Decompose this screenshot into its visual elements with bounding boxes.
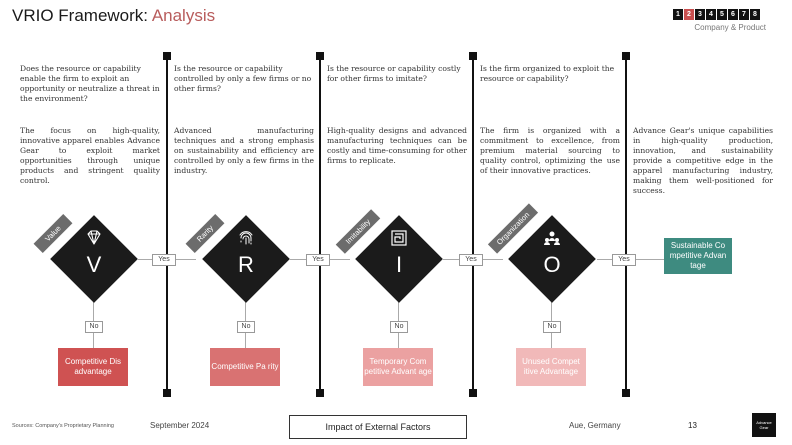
page-title — [12, 6, 215, 26]
footer-source: Sources: Company's Proprietary Planning — [12, 423, 114, 429]
maze-icon — [389, 228, 409, 248]
outcome-value-box: Competitive Dis advantage — [58, 348, 128, 386]
answer-imitability: High-quality designs and advanced manufacturing techniques can be costly and time-consuming for other firms to replicate. — [327, 126, 467, 165]
no-label: No — [390, 321, 408, 333]
answer-organization: The firm is organized with a commitment to excellence, from premium material sourcing to quality control, optimizing the use of their innovative practices. — [480, 126, 620, 175]
question-organization: Is the firm organized to exploit the resource or capability? — [480, 64, 615, 83]
outcome-organization-box: Unused Compet itive Advantage — [516, 348, 586, 386]
organization-tag: Organization — [488, 203, 538, 253]
no-label: No — [543, 321, 561, 333]
yes-label: Yes — [612, 254, 636, 266]
footer-center-box: Impact of External Factors — [289, 415, 467, 439]
section-label: Company & Product — [694, 23, 766, 32]
answer-rarity: Advanced manufacturing techniques and a strong emphasis on sustainability and efficiency are controlled by only a few firms in the industry. — [174, 126, 314, 175]
question-value: Does the resource or capability enable the firm to exploit an opportunity or neutralize a threat in the environment? — [20, 64, 160, 103]
team-icon — [542, 228, 562, 248]
footer-page-number: 13 — [688, 421, 697, 430]
rarity-letter: R — [238, 252, 254, 277]
yes-label: Yes — [152, 254, 176, 266]
organization-letter: O — [543, 252, 561, 277]
no-label: No — [85, 321, 103, 333]
imitability-tag: Imitability — [336, 209, 381, 254]
page-number-7[interactable]: 7 — [739, 9, 749, 20]
imitability-letter: I — [395, 252, 403, 277]
page-number-3[interactable]: 3 — [695, 9, 705, 20]
page-number-8[interactable]: 8 — [750, 9, 760, 20]
footer-date: September 2024 — [150, 421, 210, 430]
page-number-5[interactable]: 5 — [717, 9, 727, 20]
answer-conclusion: Advance Gear's unique capabilities in high-quality production, innovation, and sustainability provide a competitive edge in the apparel manufacturing industry, making them well-positioned for success. — [633, 126, 773, 195]
title-accent: Analysis — [151, 6, 216, 25]
page-number-1[interactable]: 1 — [673, 9, 683, 20]
column-divider — [472, 52, 474, 397]
page-number-4[interactable]: 4 — [706, 9, 716, 20]
page-number-2[interactable]: 2 — [684, 9, 694, 20]
column-divider — [625, 52, 627, 397]
rarity-tag: Rarity — [186, 214, 225, 253]
outcome-rarity-box: Competitive Pa rity — [210, 348, 280, 386]
no-label: No — [237, 321, 255, 333]
answer-value: The focus on high-quality, innovative apparel enables Advance Gear to exploit market opportunities through unique products and stringent quality control. — [20, 126, 160, 185]
yes-label: Yes — [306, 254, 330, 266]
question-imitability: Is the resource or capability costly for other firms to imitate? — [327, 64, 461, 83]
value-tag: Value — [34, 214, 73, 253]
company-logo: Advance Gear — [752, 413, 776, 437]
page-number-6[interactable]: 6 — [728, 9, 738, 20]
page-navigator — [673, 9, 760, 20]
yes-label: Yes — [459, 254, 483, 266]
value-letter: V — [86, 252, 102, 277]
outcome-imitability-box: Temporary Com petitive Advant age — [363, 348, 433, 386]
title-main: VRIO Framework: — [12, 6, 152, 25]
diamond-icon — [84, 228, 104, 248]
fingerprint-icon — [236, 228, 256, 248]
question-rarity: Is the resource or capability controlled by only a few firms or no other firms? — [174, 64, 312, 93]
sustainable-advantage-box: Sustainable Co mpetitive Advan tage — [664, 238, 732, 274]
footer-location: Aue, Germany — [569, 421, 621, 430]
column-divider — [319, 52, 321, 397]
column-divider — [166, 52, 168, 397]
